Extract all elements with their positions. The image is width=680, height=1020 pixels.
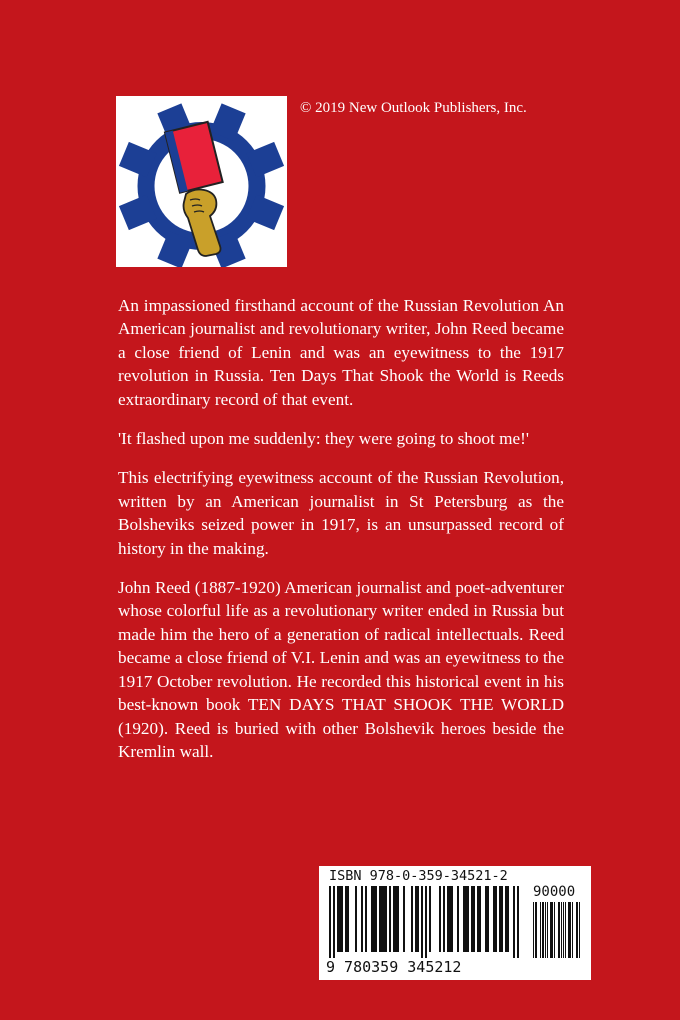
barcode-bar	[403, 886, 405, 952]
barcode-bar	[451, 886, 453, 952]
barcode-bar	[501, 886, 503, 952]
barcode-bar	[558, 902, 559, 958]
barcode-bar	[371, 886, 373, 952]
barcode-bar	[439, 886, 441, 952]
barcode-bar	[579, 902, 580, 958]
barcode-bar	[465, 886, 467, 952]
back-cover-description	[118, 294, 564, 779]
barcode-bar	[463, 886, 465, 952]
barcode-bar	[381, 886, 383, 952]
barcode-bar	[577, 902, 578, 958]
barcode-bar	[487, 886, 489, 952]
barcode-bar	[361, 886, 363, 952]
barcode-bar	[493, 886, 495, 952]
barcode-bar	[495, 886, 497, 952]
ean13-barcode-bars	[329, 886, 525, 958]
barcode-bar	[385, 886, 387, 952]
barcode-bar	[467, 886, 469, 952]
barcode-bar	[569, 902, 570, 958]
barcode-bar	[568, 902, 569, 958]
barcode-bar	[379, 886, 381, 952]
barcode-bar	[563, 902, 564, 958]
barcode-bar	[347, 886, 349, 952]
barcode-bar	[447, 886, 449, 952]
barcode-bar	[513, 886, 515, 958]
description-quote: 'It flashed upon me suddenly: they were going to shoot me!'	[118, 429, 529, 449]
isbn-barcode	[319, 866, 591, 980]
barcode-bar	[429, 886, 431, 952]
barcode-bar	[393, 886, 395, 952]
barcode-bar	[570, 902, 571, 958]
barcode-bar	[499, 886, 501, 952]
barcode-bar	[339, 886, 341, 952]
barcode-bar	[443, 886, 445, 952]
barcode-bar	[552, 902, 553, 958]
barcode-bar	[479, 886, 481, 952]
barcode-bar	[576, 902, 577, 958]
description-paragraph-3: This electrifying eyewitness account of the Russian Revolution, written by an American journalist in St Petersburg as the Bolsheviks seized power in 1917, is an unsurpassed record of history in the making.	[118, 468, 564, 558]
barcode-bar	[375, 886, 377, 952]
barcode-bar	[365, 886, 367, 952]
copyright-notice: © 2019 New Outlook Publishers, Inc.	[300, 100, 527, 116]
publisher-logo	[116, 96, 287, 267]
barcode-bar	[535, 902, 536, 958]
barcode-bar	[505, 886, 507, 952]
barcode-bar	[540, 902, 541, 958]
barcode-bar	[415, 886, 417, 952]
barcode-bar	[397, 886, 399, 952]
barcode-bar	[373, 886, 375, 952]
barcode-digits: 9 780359 345212	[326, 958, 462, 976]
barcode-bar	[383, 886, 385, 952]
barcode-bar	[561, 902, 562, 958]
barcode-bar	[554, 902, 555, 958]
barcode-bar	[417, 886, 419, 952]
gear-fist-book-icon	[116, 96, 287, 267]
barcode-bar	[572, 902, 573, 958]
barcode-bar	[471, 886, 473, 952]
barcode-bar	[550, 902, 551, 958]
barcode-bar	[547, 902, 548, 958]
author-bio: John Reed (1887-1920) American journalist and poet-adventurer whose colorful life as a revolutionary writer ended in Russia but made him the hero of a generation of radical intellectuals. Reed became a close friend of V.I. Lenin and was an eyewitness to the 1917 October revolution. He recorded this historical event in his best-known book TEN DAYS THAT SHOOK THE WORLD (1920). Reed is buried with other Bolshevik heroes beside the Kremlin wall.	[118, 578, 564, 761]
barcode-bar	[533, 902, 534, 958]
price-code: 90000	[533, 884, 576, 900]
barcode-bar	[425, 886, 427, 958]
barcode-bar	[345, 886, 347, 952]
barcode-bar	[485, 886, 487, 952]
barcode-bar	[389, 886, 391, 952]
barcode-bar	[565, 902, 566, 958]
barcode-bar	[559, 902, 560, 958]
barcode-bar	[545, 902, 546, 958]
barcode-bar	[473, 886, 475, 952]
barcode-bar	[477, 886, 479, 952]
barcode-bar	[355, 886, 357, 952]
barcode-bar	[341, 886, 343, 952]
barcode-bar	[542, 902, 543, 958]
barcode-bar	[395, 886, 397, 952]
price-addon-bars	[533, 902, 583, 974]
barcode-bar	[333, 886, 335, 958]
barcode-bar	[517, 886, 519, 958]
barcode-bar	[536, 902, 537, 958]
barcode-bar	[457, 886, 459, 952]
barcode-bar	[337, 886, 339, 952]
barcode-bar	[507, 886, 509, 952]
barcode-bar	[551, 902, 552, 958]
barcode-bar	[421, 886, 423, 958]
barcode-bar	[411, 886, 413, 952]
description-paragraph-1: An impassioned firsthand account of the Russian Revolution An American journalist and revolutionary writer, John Reed became a close friend of Lenin and was an eyewitness to the 1917 revolution in Russia. Ten Days That Shook the World is Reeds extraordinary record of that event.	[118, 296, 564, 409]
barcode-bar	[543, 902, 544, 958]
barcode-bar	[329, 886, 331, 958]
isbn-label: ISBN 978-0-359-34521-2	[329, 868, 508, 884]
barcode-bar	[449, 886, 451, 952]
